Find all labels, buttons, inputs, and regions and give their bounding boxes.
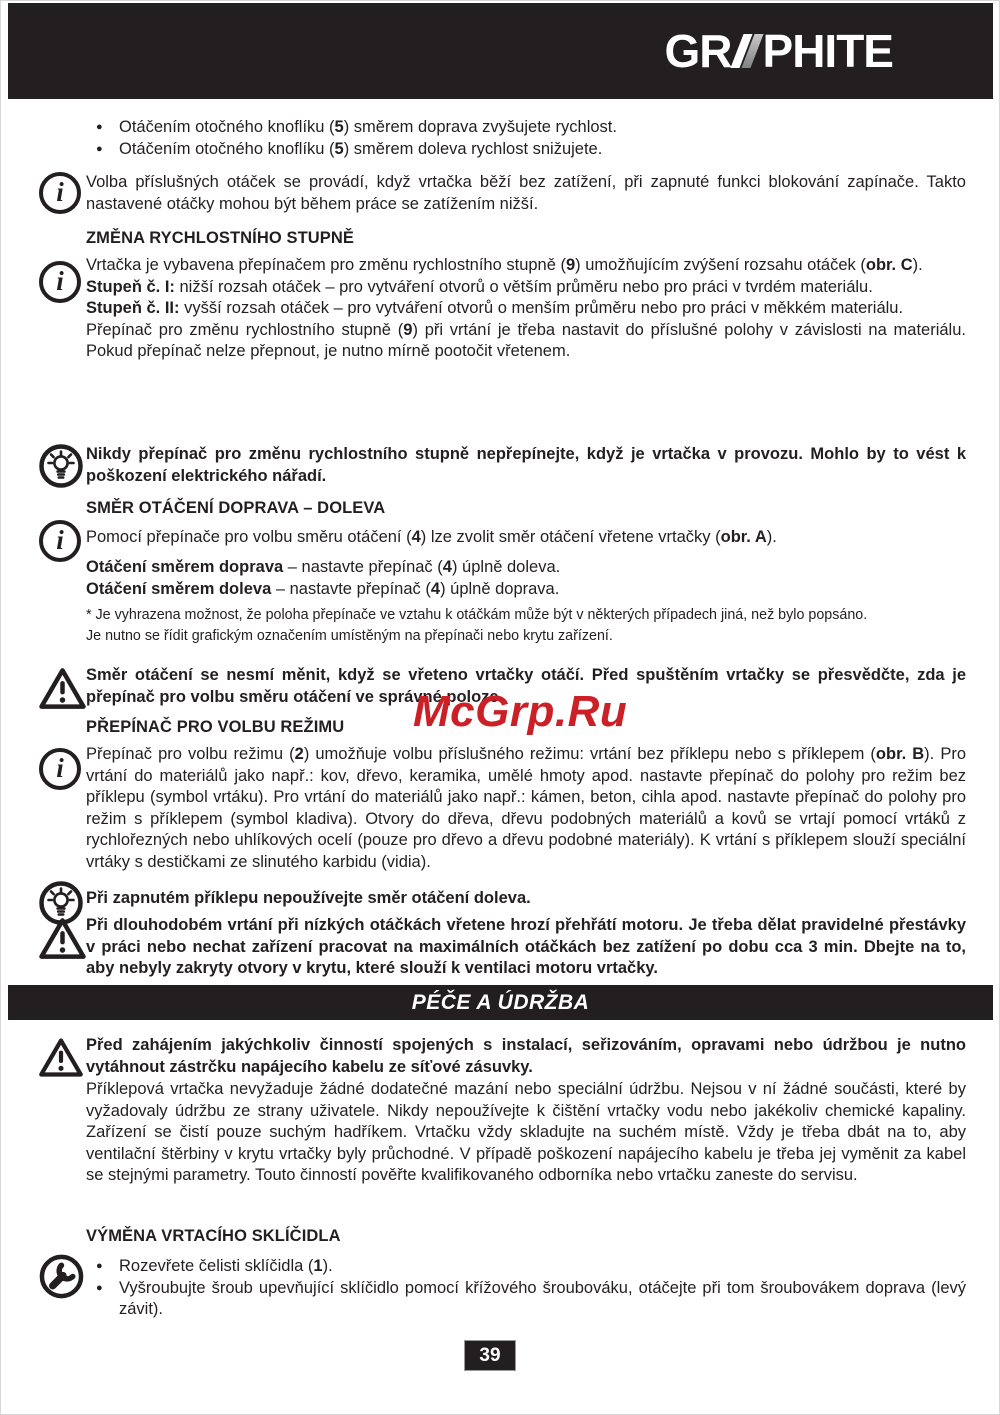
mcgrp-watermark: McGrp.Ru [413, 687, 628, 736]
paragraph: Stupeň č. II: vyšší rozsah otáček – pro vytváření otvorů o menším průměru nebo pro práci v měkkém materiálu. [86, 299, 904, 317]
paragraph: Vrtačka je vybavena přepínačem pro změnu rychlostního stupně (9) umožňujícím zvýšení rozsahu otáček (obr. C). [86, 256, 923, 274]
warning-triangle-icon [39, 1037, 83, 1078]
warning-triangle-icon [39, 667, 86, 710]
section-banner-care: PÉČE A ÚDRŽBA [8, 985, 993, 1020]
warning-overheat [39, 915, 966, 980]
bullet-dot: ● [96, 1260, 103, 1272]
list-item [86, 1278, 966, 1321]
bullet-text: Vyšroubujte šroub upevňující sklíčidlo pomocí křížového šroubováku, otáčejte při tom šroubovákem doprava (levý závit). [119, 1278, 966, 1318]
info-circle-icon: i [39, 172, 81, 214]
section-heading-chuck: VÝMĚNA VRTACÍHO SKLÍČIDLA [86, 1227, 341, 1245]
speed-knob-bullets [86, 117, 966, 160]
warning-unplug [39, 1035, 966, 1078]
direction-lines [86, 557, 966, 600]
bullet-dot: ● [96, 121, 103, 133]
section-heading-direction: SMĚR OTÁČENÍ DOPRAVA – DOLEVA [86, 499, 386, 517]
bulb-note-text: Nikdy přepínač pro změnu rychlostního stupně nepřepínejte, když je vrtačka v provozu. Mohlo by to vést k poškození elektrického nářadí. [86, 445, 966, 485]
direction-info-block [39, 520, 966, 562]
graphite-logo [664, 25, 893, 77]
direction-right-line: Otáčení směrem doprava – nastavte přepínač (4) úplně doleva. [86, 558, 561, 576]
section-heading-speed-change: ZMĚNA RYCHLOSTNÍHO STUPNĚ [86, 229, 355, 247]
maintenance-paragraph [86, 1079, 966, 1187]
info-circle-icon: i [39, 748, 81, 790]
logo-text-gr: GR [664, 25, 732, 77]
footnote-line: Je nutno se řídit grafickým označením umístěným na přepínači nebo krytu zařízení. [86, 628, 613, 644]
speed-change-text [86, 255, 966, 363]
direction-info-text: Pomocí přepínače pro volbu směru otáčení (4) lze zvolit směr otáčení vřetene vrtačky (obr. A). [86, 528, 777, 546]
warning-text: Před zahájením jakýchkoliv činností spojených s instalací, seřizováním, opravami nebo údržbou je nutno vytáhnout zástrčku napájecího kabelu ze síťové zásuvky. [86, 1036, 966, 1076]
page-number-badge: 39 [464, 1340, 516, 1371]
paragraph: Příklepová vrtačka nevyžaduje žádné dodatečné mazání nebo speciální údržbu. Nejsou v ní žádné součásti, které by vyžadovaly údržbu ze strany uživatele. Nikdy nepoužívejte k čištění vrtačky vodu nebo jakékoliv chemické kapaliny. Zařízení se čistí pouze suchým hadříkem. Vrtačku vždy skladujte na suchém místě. Vždy je třeba dbát na to, aby ventilační štěrbiny v krytu vrtačky byly průchodné. V případě poškození napájecího kabelu je třeba jej vyměnit za kabel se stejnými parametry. Touto činností pověřte kvalifikovaného odborníka nebo vrtačku zaneste do servisu. [86, 1080, 966, 1184]
direction-footnote [86, 605, 966, 647]
warning-text: Směr otáčení se nesmí měnit, když se vřeteno vrtačky otáčí. Před spuštěním vrtačky se přesvědčte, zda je přepínač pro volbu směru otáčení ve správné poloze. [86, 666, 966, 706]
speed-change-block [39, 255, 966, 363]
lightbulb-icon [39, 444, 83, 488]
mode-block [39, 744, 966, 873]
warning-triangle-icon [39, 917, 86, 960]
bullet-text: Otáčením otočného knoflíku (5) směrem doleva rychlost snižujete. [119, 139, 603, 158]
bullet-text: Otáčením otočného knoflíku (5) směrem doprava zvyšujete rychlost. [119, 118, 617, 136]
note-speed-selection [39, 172, 966, 215]
direction-left-line: Otáčení směrem doleva – nastavte přepínač (4) úplně doprava. [86, 579, 560, 598]
wrench-circle-icon [39, 1254, 84, 1299]
paragraph: Přepínač pro změnu rychlostního stupně (9) při vrtání je třeba nastavit do příslušné polohy v závislosti na materiálu. Pokud přepínač nelze přepnout, je nutno mírně pootočit vřetenem. [86, 320, 966, 360]
note-text: Volba příslušných otáček se provádí, když vrtačka běží bez zatížení, při zapnuté funkci blokování zapínače. Takto nastavené otáčky mohou být během práce se zatížením nižší. [86, 173, 966, 213]
bullet-dot: ● [96, 142, 103, 155]
list-item [86, 139, 966, 161]
info-circle-icon: i [39, 261, 81, 303]
bulb-note-text: Při zapnutém příklepu nepoužívejte směr otáčení doleva. [86, 889, 531, 907]
footnote-line: * Je vyhrazena možnost, že poloha přepínače ve vztahu k otáčkám může být v některých případech jiná, než bylo popsáno. [86, 607, 868, 623]
chuck-block [39, 1254, 966, 1321]
bullet-dot: ● [96, 1281, 103, 1294]
warning-text: Při dlouhodobém vrtání při nízkých otáčkách vřetene hrozí přehřátí motoru. Je třeba dělat pravidelné přestávky v práci nebo nechat zařízení pracovat na maximálních otáčkách bez zatížení po dobu cca 3 min. Dbejte na to, aby nebyly zakryty otvory v krytu, které slouží k ventilaci motoru vrtačky. [86, 916, 966, 977]
list-item [86, 1256, 966, 1278]
paragraph: Stupeň č. I: nižší rozsah otáček – pro vytváření otvorů o větším průměru nebo pro práci v tvrdém materiálu. [86, 277, 873, 296]
bulb-note-gearbox [39, 444, 966, 488]
bullet-text: Rozevřete čelisti sklíčidla (1). [119, 1257, 333, 1275]
logo-slash-a-icon [734, 34, 761, 68]
section-heading-mode: PŘEPÍNAČ PRO VOLBU REŽIMU [86, 718, 345, 736]
mode-text: Přepínač pro volbu režimu (2) umožňuje volbu příslušného režimu: vrtání bez příklepu nebo s příklepem (obr. B). Pro vrtání do materiálů jako např.: kov, dřevo, keramika, umělé hmoty apod. nastavte přepínač do polohy pro režim bez příklepu (symbol vrtáku). Pro vrtání do materiálů jako např.: kámen, beton, cihla apod. nastavte přepínač do polohy pro režim s příklepem (symbol kladiva). Otvory do dřeva, dřevu podobných materiálů a kovů se vrtají pomocí vrtáků z rychlořezných nebo uhlíkových ocelí (pouze pro dřevo a dřevu podobné materiály). K vrtání s příklepem slouží speciální vrtáky s destičkami ze slinutého karbidu (vidia). [86, 745, 966, 871]
page-header [8, 3, 993, 99]
info-circle-icon: i [39, 520, 81, 562]
list-item [86, 117, 966, 139]
logo-text-phite: PHITE [762, 25, 893, 77]
